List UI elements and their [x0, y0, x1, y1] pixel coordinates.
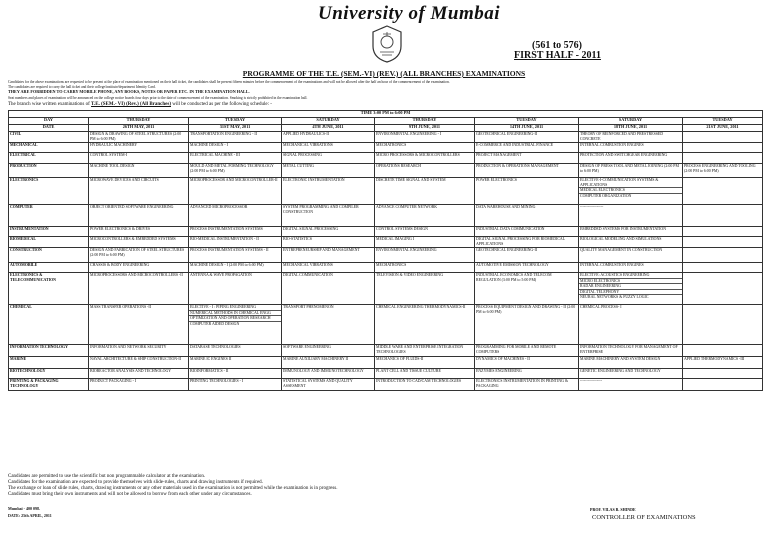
time-banner: TIME 3:00 PM to 6:00 PM [9, 111, 763, 118]
exam-timetable [8, 110, 763, 391]
subject-cell: ELECTRICAL MACHINE - III [189, 153, 282, 164]
table-row [9, 153, 763, 164]
subject-cell: CHASSIS & BODY ENGINEERING [89, 263, 189, 273]
subject-cell: MOULD AND METAL FORMING TECHNOLOGY (2:00 PM to 6:00 PM) [189, 164, 282, 178]
subject-cell: BIOREACTOR ANALYSIS AND TECHNOLOGY [89, 369, 189, 379]
subject-cell: APPLIED THERMODYNAMICS -III [683, 357, 763, 369]
subject-cell: MIDDLE WARE AND ENTERPRISE INTEGRATION TECHNOLOGIES [375, 345, 475, 357]
subject-cell: MICROPROCESSORS AND MICROCONTROLLERS -II [89, 273, 189, 305]
table-row [9, 273, 763, 305]
subject-cell: PROCESS INSTRUMENTATION SYSTEMS - II [189, 248, 282, 263]
date-cell: 18TH JUNE, 2011 [579, 125, 683, 132]
subject-cell: SYSTEM PROGRAMMING AND COMPILER CONSTRUCTION [282, 205, 375, 227]
table-row [9, 164, 763, 178]
subject-cell: BIO-STATISTICS [282, 237, 375, 248]
schedule-pre: The branch wise written examinations of [8, 102, 90, 107]
branch-cell: CIVIL [9, 132, 89, 143]
table-row [9, 305, 763, 345]
subject-cell [683, 205, 763, 227]
subject-cell: CONTROL SYSTEM-I [89, 153, 189, 164]
subject-cell: PROCESS ENGINEERING AND TOOLING (2:00 PM to 6:00 PM) [683, 164, 763, 178]
subject-cell: E-COMMERCE AND INDUSTRIAL FINANCE [475, 143, 579, 153]
note-line: Candidates are permitted to use the scientific but non programmable calculator at the examination. [8, 474, 206, 479]
subject-cell: PROTECTION AND SWITCHGEAR ENGINEERING [579, 153, 683, 164]
subject-cell [683, 132, 763, 143]
subject-cell: HYDRAULIC MACHINERY [89, 143, 189, 153]
elective-option: ELECTIVE - I : PIPING ENGINEERING [189, 305, 281, 311]
subject-cell: CHEMICAL PROCESS- I [579, 305, 683, 345]
subject-cell: MECHATRONICS [375, 263, 475, 273]
date-cell: 4TH JUNE, 2011 [282, 125, 375, 132]
subject-cell: TRANSPORTATION ENGINEERING - II [189, 132, 282, 143]
subject-cell: DYNAMICS OF MACHINES - II [475, 357, 579, 369]
branch-cell: CHEMICAL [9, 305, 89, 345]
branch-cell: INFORMATION TECHNOLOGY [9, 345, 89, 357]
subject-cell: MEDICAL IMAGING I [375, 237, 475, 248]
subject-cell: MACHINE TOOL DESIGN [89, 164, 189, 178]
subject-cell: SOFTWARE ENGINEERING [282, 345, 375, 357]
branch-cell: PRODUCTION [9, 164, 89, 178]
day-cell: SATURDAY [579, 118, 683, 125]
subject-cell: DATA WAREHOUSE AND MINING [475, 205, 579, 227]
subject-cell: IMMUNOLOGY AND IMMUNOTECHNOLOGY [282, 369, 375, 379]
time-banner-row [9, 111, 763, 118]
subject-group-cell [579, 273, 683, 305]
subject-cell: ELECTRONIC INSTRUMENTATION [282, 178, 375, 205]
subject-cell: CHEMICAL ENGINEERING THERMODYNAMICS-II [375, 305, 475, 345]
subject-cell: TRANSPORT PHENOMENON [282, 305, 375, 345]
branch-cell: PRINTING & PACKAGING TECHNOLOGY [9, 379, 89, 391]
schedule-post: will be conducted as per the following schedule: - [172, 102, 272, 107]
elective-option: MEDICAL ELECTRONICS [579, 188, 682, 194]
subject-cell: DIGITAL COMMUNICATION [282, 273, 375, 305]
branch-cell: BIOMEDICAL [9, 237, 89, 248]
subject-cell: CONTROL SYSTEMS DESIGN [375, 227, 475, 237]
programme-title: PROGRAMME OF THE T.E. (SEM.-VI) (REV.) (ALL BRANCHES) EXAMINATIONS [242, 69, 526, 78]
subject-cell: ENZYMES ENGINEERING [475, 369, 579, 379]
footer-place: Mumbai - 400 098. [8, 506, 40, 511]
branch-cell: ELECTRONICS & TELECOMMUNICATION [9, 273, 89, 305]
branch-cell: AUTOMOBILE [9, 263, 89, 273]
subject-cell: MACHINE DESIGN - I [189, 143, 282, 153]
university-crest-icon [370, 24, 404, 64]
subject-cell: DIGITAL SIGNAL PROCESSING [282, 227, 375, 237]
table-row [9, 248, 763, 263]
subject-cell: THEORY OF REINFORCED AND PRESTRESSED CONCRETE [579, 132, 683, 143]
branch-cell: COMPUTER [9, 205, 89, 227]
note-line: Candidates must bring their own instruments and will not be allowed to borrow from each other under any circumstances. [8, 492, 252, 497]
subject-cell: EMBEDDED SYSTEMS FOR INSTRUMENTATION [579, 227, 683, 237]
subject-cell: PRODUCT PACKAGING - I [89, 379, 189, 391]
subject-cell: BIOLOGICAL MODELING AND SIMULATIONS [579, 237, 683, 248]
table-row [9, 263, 763, 273]
subject-cell: DESIGN OF PRESS TOOL AND METAL JOINING (2:00 PM to 6:00 PM) [579, 164, 683, 178]
table-row [9, 205, 763, 227]
subject-cell: GEOTECHNICAL ENGINEERING-II [475, 248, 579, 263]
subject-cell: MASS TRANSFER OPERATIONS -II [89, 305, 189, 345]
day-cell: THURSDAY [89, 118, 189, 125]
table-row [9, 178, 763, 205]
subject-cell [683, 263, 763, 273]
footer-date: DATE: 25th APRIL, 2011 [8, 513, 52, 518]
signatory-designation: CONTROLLER OF EXAMINATIONS [592, 514, 696, 521]
subject-cell: MECHANICS OF FLUIDS-II [375, 357, 475, 369]
subject-cell: INDUSTRIAL DATA COMMUNICATION [475, 227, 579, 237]
subject-cell: ELECTRONICS INSTRUMENTATION IN PRINTING & PACKAGING [475, 379, 579, 391]
date-cell: 21ST JUNE, 2011 [683, 125, 763, 132]
notes-block [8, 474, 338, 498]
date-cell: 31ST MAY, 2011 [189, 125, 282, 132]
subject-cell: MECHATRONICS [375, 143, 475, 153]
date-cell: 14TH JUNE, 2011 [475, 125, 579, 132]
elective-option: OPTIMIZATION AND OPERATION RESEARCH [189, 316, 281, 322]
date-cell: 26TH MAY, 2011 [89, 125, 189, 132]
subject-cell: GEOTECHNICAL ENGINEERING-II [475, 132, 579, 143]
elective-option: ELECTIVE: ACOUSTICS ENGINEERING [579, 273, 682, 279]
subject-cell: PRODUCTION & OPERATIONS MANAGEMENT [475, 164, 579, 178]
subject-group-cell [579, 178, 683, 205]
date-cell: 9TH JUNE, 2011 [375, 125, 475, 132]
subject-cell: MACHINE DESIGN - I (2:00 PM to 6:00 PM) [189, 263, 282, 273]
subject-cell [683, 178, 763, 205]
subject-cell: GENETIC ENGINEERING AND TECHNOLOGY [579, 369, 683, 379]
subject-cell: INFORMATION AND NETWORK SECURITY [89, 345, 189, 357]
subject-cell: ADVANCED MICROPROCESSOR [189, 205, 282, 227]
branch-cell: MECHANICAL [9, 143, 89, 153]
subject-cell: BIOINFORMATICS - II [189, 369, 282, 379]
university-title: University of Mumbai [318, 3, 501, 24]
elective-option: MICRO ELECTRONICS [579, 279, 682, 285]
subject-cell [683, 153, 763, 164]
elective-option: COMPUTER AIDED DESIGN [190, 321, 240, 326]
subject-cell: OBJECT ORIENTED SOFTWARE ENGINEERING [89, 205, 189, 227]
table-row [9, 132, 763, 143]
day-row [9, 118, 763, 125]
table-row [9, 379, 763, 391]
note-line: Candidates for the examination are expected to provide themselves with slide-rules, charts and drawing instruments if required. [8, 480, 263, 485]
subject-cell [683, 237, 763, 248]
subject-cell [683, 305, 763, 345]
branch-cell: ELECTRONICS [9, 178, 89, 205]
exam-half-title: FIRST HALF - 2011 [514, 50, 601, 61]
subject-cell: ------------------ [579, 205, 683, 227]
subject-cell [683, 379, 763, 391]
subject-cell: BIO-MEDICAL INSTRUMENTATION - II [189, 237, 282, 248]
subject-cell: NAVAL ARCHITECTURE & SHIP CONSTRUCTION-II [89, 357, 189, 369]
footer-left [8, 505, 52, 519]
subject-cell [683, 273, 763, 305]
date-row [9, 125, 763, 132]
subject-cell: ENVIRONMENTAL ENGINEERING [375, 248, 475, 263]
subject-cell [683, 248, 763, 263]
subject-cell: INFORMATION TECHNOLOGY FOR MANAGEMENT OF ENTERPRISE [579, 345, 683, 357]
subject-cell: PRINTING TECHNOLOGIES - I [189, 379, 282, 391]
subject-cell: POWER ELECTRONICS [475, 178, 579, 205]
subject-cell [683, 369, 763, 379]
day-cell: TUESDAY [189, 118, 282, 125]
subject-cell: MARINE IC ENGINES II [189, 357, 282, 369]
table-row [9, 237, 763, 248]
elective-option: RADAR ENGINEERING [579, 284, 682, 290]
subject-cell: PLANT CELL AND TISSUE CULTURE [375, 369, 475, 379]
branch-cell: MARINE [9, 357, 89, 369]
subject-cell: DESIGN & DRAWING OF STEEL STRUCTURES (2:00 PM to 6:00 PM) [89, 132, 189, 143]
subject-cell: SIGNAL PROCESSING [282, 153, 375, 164]
subject-cell: PROCESS INSTRUMENTATION SYSTEMS [189, 227, 282, 237]
day-cell: DAY [9, 118, 89, 125]
subject-cell: OPERATIONS RESEARCH [375, 164, 475, 178]
subject-cell: INDUSTRIAL ECONOMICS AND TELECOM REGULATION (3:00 PM to 5:00 PM) [475, 273, 579, 305]
subject-cell: MICROPROCESSOR AND MICROCONTROLLER-II [189, 178, 282, 205]
day-cell: TUESDAY [683, 118, 763, 125]
elective-option: DIGITAL TELEPHONY [579, 290, 682, 296]
subject-cell [683, 143, 763, 153]
subject-cell: MICROWAVE DEVICES AND CIRCUITS [89, 178, 189, 205]
schedule-line [8, 102, 272, 107]
day-cell: SATURDAY [282, 118, 375, 125]
subject-group-cell [189, 305, 282, 345]
instruction-line: The candidates are required to carry the hall ticket and their college/institute/department Identity Card. [8, 85, 156, 89]
subject-cell: APPLIED HYDRAULICS-II [282, 132, 375, 143]
subject-cell: MICRO PROCESSORS & MICROCONTROLLERS [375, 153, 475, 164]
branch-cell: ELECTRICAL [9, 153, 89, 164]
subject-cell: INTRODUCTION TO CAD/CAM TECHNOLOGIES [375, 379, 475, 391]
elective-option: NEURAL NETWORKS & FUZZY LOGIC [580, 295, 649, 300]
day-cell: THURSDAY [375, 118, 475, 125]
subject-cell: QUALITY MANAGEMENT IN CONSTRUCTION [579, 248, 683, 263]
instruction-warning: THEY ARE FORBIDDEN TO CARRY MOBILE PHONE, ANY BOOKS, NOTES OR PAPER ETC. IN THE EXAMINATION HALL. [8, 89, 250, 94]
subject-cell: MECHANICAL VIBRATIONS [282, 143, 375, 153]
subject-cell: INTERNAL COMBUSTION ENGINES [579, 263, 683, 273]
subject-cell: METAL CUTTING [282, 164, 375, 178]
subject-cell: AUTOMOTIVE EMISSION TECHNOLOGY [475, 263, 579, 273]
subject-cell: MARINE AUXILIARY MACHINERY II [282, 357, 375, 369]
subject-cell: DESIGN AND FABRICATION OF STEEL STRUCTURES (2:00 PM to 6:00 PM) [89, 248, 189, 263]
subject-cell: TELEVISION & VIDEO ENGINEERING [375, 273, 475, 305]
subject-cell: PROGRAMMING FOR MOBILE AND REMOTE COMPUTERS [475, 345, 579, 357]
table-row [9, 143, 763, 153]
subject-cell: PROCESS EQUIPMENT DESIGN AND DRAWING - II (2:00 PM to 6:00 PM) [475, 305, 579, 345]
subject-cell: ----------------- [579, 379, 683, 391]
subject-cell: INTERNAL COMBUSTION ENGINES [579, 143, 683, 153]
subject-cell: MICROCONTROLLERS & EMBEDDED SYSTEMS [89, 237, 189, 248]
branch-cell: CONSTRUCTION [9, 248, 89, 263]
table-row [9, 357, 763, 369]
subject-cell [683, 227, 763, 237]
elective-option: COMPUTER ORGANIZATION [580, 193, 632, 198]
instruction-line: Seat numbers and places of examination will be announced on the college notice boards four days prior to the date of commencement of the examination. Smoking is strictly prohibited in the examination hall. [8, 96, 308, 100]
instruction-line: Candidates for the above examinations are requested to be present at the place of examination mentioned on their hall ticket, the candidates shall be present fifteen minutes before the commencement of the examinations and will not be allowed after the half an hour of the commencement of the examination. [8, 80, 450, 84]
table-row [9, 345, 763, 357]
branch-cell: INSTRUMENTATION [9, 227, 89, 237]
elective-option: NUMERICAL METHODS IN CHEMICAL ENGG [189, 311, 281, 317]
schedule-exam-name: T.E. (SEM.- VI) (Rev.) (All Branches) [91, 102, 171, 107]
subject-cell: ENTREPRENEURSHIP AND MANAGEMENT [282, 248, 375, 263]
day-cell: TUESDAY [475, 118, 579, 125]
subject-cell: STATISTICAL SYSTEMS AND QUALITY ASSESMENT [282, 379, 375, 391]
subject-cell: MARINE MACHINERY AND SYSTEM DESIGN [579, 357, 683, 369]
table-row [9, 227, 763, 237]
subject-cell [683, 345, 763, 357]
exam-code-range: (561 to 576) [532, 40, 582, 51]
date-cell: DATE [9, 125, 89, 132]
note-line: The exchange or loan of slide rules, charts, drawing instruments or any other materials used in the examination is not permitted while the examination is in progress. [8, 486, 338, 491]
subject-cell: PROJECT MANAGEMENT [475, 153, 579, 164]
subject-cell: MECHANICAL VIBRATIONS [282, 263, 375, 273]
signatory-name: PROF. VILAS B. SHINDE [590, 507, 636, 512]
subject-cell: ANTENNA & WAVE PROPAGATION [189, 273, 282, 305]
elective-option: ELECTIVE-I-COMMUNICATION SYSTEMS & APPLICATIONS [579, 178, 682, 188]
subject-cell: DIGITAL SIGNAL PROCESSING FOR BIOMEDICAL APPLICATIONS [475, 237, 579, 248]
subject-cell: ENVIRONMENTAL ENGINEERING - I [375, 132, 475, 143]
subject-cell: DISCRETE TIME SIGNAL AND SYSTEM [375, 178, 475, 205]
branch-cell: BIOTECHNOLOGY [9, 369, 89, 379]
table-row [9, 369, 763, 379]
subject-cell: POWER ELECTRONICS & DRIVES [89, 227, 189, 237]
subject-cell: ADVANCE COMPUTER NETWORK [375, 205, 475, 227]
subject-cell: DATABASE TECHNOLOGIES [189, 345, 282, 357]
